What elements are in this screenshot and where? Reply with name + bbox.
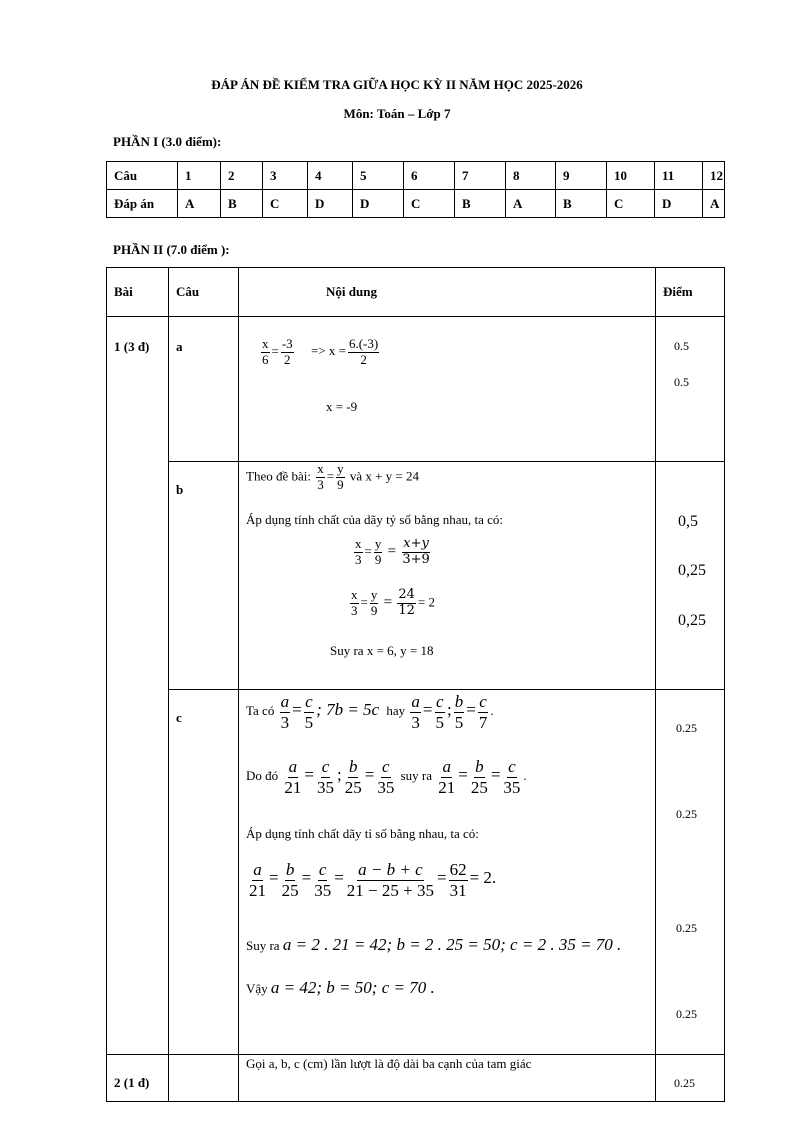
fraction xyxy=(336,462,345,493)
denominator: 3 xyxy=(355,551,362,567)
content-2 xyxy=(239,1055,656,1102)
fraction xyxy=(350,588,359,619)
given-1b: Theo đề bài: $\frac{x}{3}$ = $\frac{y}{9}$ và x + y = 24 xyxy=(246,461,420,492)
numerator: 24 xyxy=(398,587,415,602)
fraction: $\frac{a}{21}$ xyxy=(284,757,302,797)
denominator: 9 xyxy=(337,476,344,492)
cau-label-empty xyxy=(169,1055,239,1102)
denominator: 2 xyxy=(284,351,291,367)
denominator: 3 xyxy=(317,476,324,492)
denominator: 12 xyxy=(398,602,415,618)
question-number: 5 xyxy=(353,162,404,190)
relation-text: ; 7b = 5c xyxy=(316,700,380,720)
equation-1a xyxy=(259,337,381,368)
point-value: 0.25 xyxy=(676,1007,697,1021)
content-1a xyxy=(239,317,656,462)
fraction: $\frac{a}{3}$ xyxy=(280,692,290,732)
denominator: 2 xyxy=(360,351,367,367)
fraction xyxy=(316,462,325,493)
question-row-label: Câu xyxy=(107,162,178,190)
question-number: 12 xyxy=(703,162,725,190)
question-number: 10 xyxy=(607,162,655,190)
points-2 xyxy=(656,1055,725,1102)
apply-text: Áp dụng tính chất của dãy tỷ số bằng nhau, ta có: xyxy=(246,512,504,527)
numerator: y xyxy=(374,536,382,551)
numerator: y xyxy=(370,587,378,602)
content-1c xyxy=(239,690,656,1055)
point-value: 0.25 xyxy=(676,721,697,735)
fraction xyxy=(449,860,468,900)
fraction: $\frac{a}{21}$ xyxy=(438,757,456,797)
answer-value: A xyxy=(703,190,725,218)
question-number: 7 xyxy=(455,162,506,190)
col-header-diem: Điểm xyxy=(656,268,725,317)
col-header-bai: Bài xyxy=(107,268,169,317)
question-row xyxy=(107,162,725,190)
answer-row-label: Đáp án xyxy=(107,190,178,218)
part1-heading: PHẦN I (3.0 điểm): xyxy=(113,134,222,149)
answer-table xyxy=(106,161,725,218)
apply-text-1c: Áp dụng tính chất dãy tỉ số bằng nhau, ta có: xyxy=(246,826,479,841)
suyra-text: suy ra xyxy=(400,768,432,784)
answer-value: D xyxy=(353,190,404,218)
expression: a = 42; b = 50; c = 70 . xyxy=(270,978,435,997)
line-1c-2: Do đó $\frac{a}{21}$ = $\frac{c}{35}$ ; $\frac{b}{25}$ = $\frac{c}{35}$ suy ra $\frac{a}{21}$ = $\frac{b}{25}$ = $\frac{c}{35}$ . xyxy=(246,757,527,797)
denominator: 9 xyxy=(370,602,378,618)
fraction xyxy=(261,337,270,368)
fraction: $\frac{b}{25}$ xyxy=(470,757,488,797)
points-1a xyxy=(656,317,725,462)
fraction: $\frac{c}{35}$ xyxy=(316,757,334,797)
numerator: x xyxy=(262,336,269,351)
col-header-cau: Câu xyxy=(169,268,239,317)
fraction: $\frac{c}{5}$ xyxy=(304,692,314,732)
answer-row xyxy=(107,190,725,218)
result-value: = 2 xyxy=(417,594,435,610)
fraction xyxy=(354,537,363,568)
fraction xyxy=(348,337,379,368)
question-number: 8 xyxy=(506,162,556,190)
numerator: x xyxy=(317,461,324,476)
denominator: 3+9 xyxy=(402,551,430,567)
fraction: $\frac{c}{5}$ xyxy=(435,692,444,732)
solution-table xyxy=(106,267,725,1102)
fraction: $\frac{c}{35}$ xyxy=(503,757,521,797)
prefix-text: Vậy xyxy=(246,981,268,996)
points-1b xyxy=(656,462,725,690)
denominator: 6 xyxy=(262,351,269,367)
conclusion-1b: Suy ra x = 6, y = 18 xyxy=(330,643,434,658)
answer-value: C xyxy=(263,190,308,218)
numerator: x xyxy=(351,587,358,602)
result-1a: x = -9 xyxy=(326,399,358,414)
fraction xyxy=(346,860,435,900)
fraction xyxy=(374,537,383,568)
result-value: = 2. xyxy=(469,868,497,888)
answer-value: C xyxy=(607,190,655,218)
page-subtitle: Môn: Toán – Lớp 7 xyxy=(343,106,451,121)
fraction: $\frac{c}{7}$ xyxy=(478,692,488,732)
numerator: -3 xyxy=(281,336,293,351)
fraction: $\frac{a}{21}$ xyxy=(249,860,266,900)
solution-header-row xyxy=(107,268,725,317)
bai-label: 1 (3 đ) xyxy=(107,317,169,1055)
answer-value: A xyxy=(506,190,556,218)
line-1c-4: $\frac{a}{21}$ = $\frac{b}{25}$ = $\frac{c}{35}$ = $\frac{a - b + c}{21 - 25 + 35}$ = $\frac{62}{31}$ = 2. xyxy=(249,860,497,900)
equation-1b-sum: $\frac{x}{3}$ = $\frac{y}{9}$ = $\frac{x+y}{3+9}$ xyxy=(355,536,430,567)
fraction: $\frac{c}{35}$ xyxy=(314,860,332,900)
equation-1b-value: $\frac{x}{3}$ = $\frac{y}{9}$ = $\frac{24}{12}$ = 2 xyxy=(351,587,435,618)
page-title: ĐÁP ÁN ĐỀ KIỂM TRA GIỮA HỌC KỲ II NĂM HỌC 2025-2026 xyxy=(211,77,583,92)
fraction: $\frac{b}{25}$ xyxy=(281,860,299,900)
content-text-2: Gọi a, b, c (cm) lần lượt là độ dài ba cạnh của tam giác xyxy=(246,1056,532,1071)
denominator: 3 xyxy=(351,602,358,618)
point-value: 0,25 xyxy=(678,562,706,579)
answer-value: D xyxy=(308,190,353,218)
line-1c-6 xyxy=(246,978,435,998)
line-1c-1: Ta có $\frac{a}{3}$ = $\frac{c}{5}$ ; 7b = 5c hay $\frac{a}{3}$ = $\frac{c}{5}$ ; $\frac{b}{5}$ = $\frac{c}{7}$ . xyxy=(246,692,494,732)
fraction xyxy=(370,588,379,619)
answer-value: B xyxy=(556,190,607,218)
solution-row-1a xyxy=(107,317,725,462)
solution-row-2 xyxy=(107,1055,725,1102)
points-1c xyxy=(656,690,725,1055)
question-number: 9 xyxy=(556,162,607,190)
hay-text: hay xyxy=(386,703,406,719)
answer-value: A xyxy=(178,190,221,218)
numerator: y xyxy=(337,461,344,476)
fraction: $\frac{b}{5}$ xyxy=(454,692,464,732)
answer-value: D xyxy=(655,190,703,218)
point-value: 0.5 xyxy=(674,375,689,389)
denominator: 9 xyxy=(374,551,382,567)
question-number: 6 xyxy=(404,162,455,190)
fraction: $\frac{a}{3}$ xyxy=(411,692,420,732)
fraction xyxy=(401,537,430,568)
prefix-text: Suy ra xyxy=(246,938,280,953)
fraction: $\frac{b}{25}$ xyxy=(344,757,362,797)
content-1b xyxy=(239,462,656,690)
question-number: 2 xyxy=(221,162,263,190)
line-1c-5 xyxy=(246,935,621,955)
point-value: 0.25 xyxy=(674,1076,695,1090)
denominator: 31 xyxy=(449,880,467,900)
numerator: 62 xyxy=(449,860,467,879)
fraction xyxy=(397,588,416,619)
cau-label: a xyxy=(169,317,239,462)
question-number: 4 xyxy=(308,162,353,190)
solution-row-1b xyxy=(107,462,725,690)
intro-text: Theo đề bài: xyxy=(246,468,311,484)
numerator: x xyxy=(355,536,362,551)
answer-value: C xyxy=(404,190,455,218)
condition-text: và x + y = 24 xyxy=(349,468,420,484)
answer-value: B xyxy=(221,190,263,218)
denominator: 21 − 25 + 35 xyxy=(346,880,434,900)
question-number: 3 xyxy=(263,162,308,190)
point-value: 0.5 xyxy=(674,339,689,353)
fraction xyxy=(281,337,294,368)
part2-heading: PHẦN II (7.0 điểm ): xyxy=(113,242,230,257)
question-number: 1 xyxy=(178,162,221,190)
point-value: 0,5 xyxy=(678,513,698,530)
numerator: a − b + c xyxy=(358,860,423,879)
equals: = xyxy=(271,343,279,359)
point-value: 0.25 xyxy=(676,921,697,935)
point-value: 0,25 xyxy=(678,612,706,629)
prefix-text: Ta có xyxy=(246,703,275,719)
cau-label: b xyxy=(169,462,239,690)
prefix-text: Do đó xyxy=(246,768,279,784)
cau-label: c xyxy=(169,690,239,1055)
numerator: 6.(-3) xyxy=(348,336,379,351)
implies-text: => x = xyxy=(310,343,346,359)
solution-row-1c xyxy=(107,690,725,1055)
answer-value: B xyxy=(455,190,506,218)
col-header-noidung: Nội dung xyxy=(239,268,656,317)
expression: a = 2 . 21 = 42; b = 2 . 25 = 50; c = 2 . 35 = 70 . xyxy=(282,935,622,954)
question-number: 11 xyxy=(655,162,703,190)
numerator: x+y xyxy=(403,536,429,551)
fraction: $\frac{c}{35}$ xyxy=(377,757,395,797)
bai-label: 2 (1 đ) xyxy=(107,1055,169,1102)
point-value: 0.25 xyxy=(676,807,697,821)
